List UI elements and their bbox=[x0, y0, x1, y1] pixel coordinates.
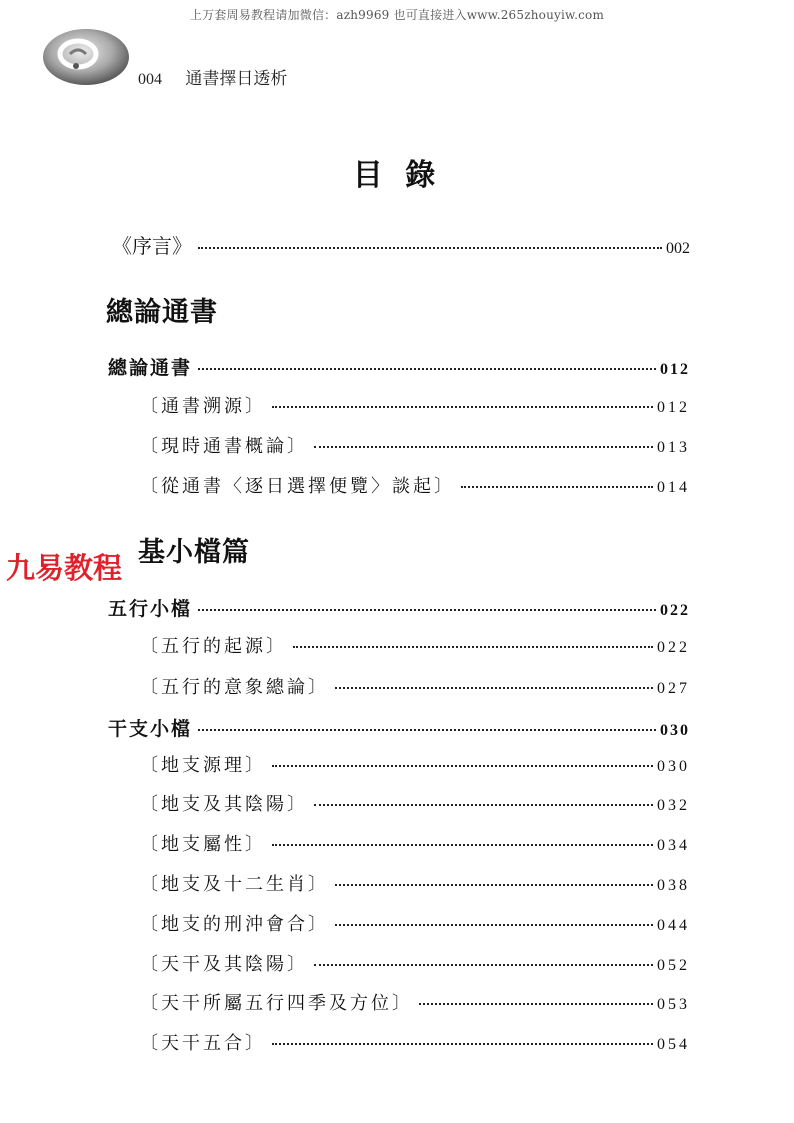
toc-entry-page: 022 bbox=[657, 639, 690, 656]
toc-entry-label: 《序言》 bbox=[112, 234, 192, 258]
dot-leader bbox=[419, 1003, 653, 1005]
toc-entry[interactable] bbox=[140, 870, 690, 896]
toc-entry[interactable] bbox=[140, 751, 690, 777]
dot-leader bbox=[461, 486, 653, 488]
dot-leader bbox=[272, 406, 653, 408]
dot-leader bbox=[314, 964, 653, 966]
dot-leader bbox=[335, 687, 653, 689]
toc-entry-page: 002 bbox=[666, 240, 690, 257]
toc-entry-label: 〔地支及其陰陽〕 bbox=[140, 794, 308, 815]
dot-leader bbox=[272, 765, 653, 767]
header-page-number: 004 bbox=[138, 71, 162, 88]
watermark-text: 九易教程 bbox=[6, 551, 123, 585]
toc-entry-label: 〔天干五合〕 bbox=[140, 1033, 266, 1054]
toc-entry-label: 〔五行的意象總論〕 bbox=[140, 677, 329, 698]
toc-entry-page: 044 bbox=[657, 917, 690, 934]
toc-entry-page: 052 bbox=[657, 957, 690, 974]
toc-entry-label: 〔地支的刑沖會合〕 bbox=[140, 914, 329, 935]
toc-entry[interactable] bbox=[140, 910, 690, 936]
top-banner-text: 上万套周易教程请加微信：azh9969 也可直接进入www.265zhouyiw.com bbox=[189, 8, 605, 22]
dot-leader bbox=[198, 729, 656, 731]
toc-entry-page: 012 bbox=[660, 361, 690, 378]
toc-entry[interactable] bbox=[140, 790, 690, 816]
toc-entry-page: 022 bbox=[660, 602, 690, 619]
toc-entry[interactable] bbox=[140, 673, 690, 699]
toc-entry-label: 〔五行的起源〕 bbox=[140, 636, 287, 657]
dot-leader bbox=[272, 844, 653, 846]
toc-entry[interactable] bbox=[140, 830, 690, 856]
header-book-title: 通書擇日透析 bbox=[185, 69, 288, 89]
toc-entry-page: 012 bbox=[657, 399, 690, 416]
toc-entry-preface[interactable] bbox=[112, 230, 690, 259]
page-header bbox=[138, 64, 287, 89]
dot-leader bbox=[198, 247, 662, 249]
dot-leader bbox=[314, 446, 653, 448]
toc-entry-label: 〔從通書〈逐日選擇便覽〉談起〕 bbox=[140, 476, 455, 497]
toc-entry-label: 總論通書 bbox=[108, 357, 193, 379]
toc-entry[interactable] bbox=[140, 632, 690, 658]
dot-leader bbox=[335, 924, 653, 926]
book-logo-icon bbox=[40, 24, 134, 90]
toc-entry[interactable] bbox=[140, 432, 690, 458]
toc-title: 目 錄 bbox=[352, 158, 442, 193]
toc-entry-label: 〔現時通書概論〕 bbox=[140, 436, 308, 457]
toc-entry-label: 〔地支及十二生肖〕 bbox=[140, 874, 329, 895]
toc-entry-group[interactable] bbox=[108, 594, 690, 621]
toc-entry-page: 014 bbox=[657, 479, 690, 496]
toc-entry-page: 030 bbox=[660, 722, 690, 739]
toc-entry[interactable] bbox=[140, 989, 690, 1015]
section-heading: 基小檔篇 bbox=[138, 537, 250, 568]
toc-entry-page: 054 bbox=[657, 1036, 690, 1053]
toc-entry-page: 034 bbox=[657, 837, 690, 854]
toc-entry-page: 053 bbox=[657, 996, 690, 1013]
dot-leader bbox=[293, 646, 653, 648]
toc-entry-label: 〔地支屬性〕 bbox=[140, 834, 266, 855]
toc-entry-page: 038 bbox=[657, 877, 690, 894]
section-heading: 總論通書 bbox=[106, 297, 218, 328]
toc-entry-page: 032 bbox=[657, 797, 690, 814]
toc-entry[interactable] bbox=[140, 472, 690, 498]
toc-entry-label: 〔通書溯源〕 bbox=[140, 396, 266, 417]
dot-leader bbox=[198, 368, 656, 370]
toc-entry-label: 〔天干所屬五行四季及方位〕 bbox=[140, 993, 413, 1014]
toc-entry-page: 013 bbox=[657, 439, 690, 456]
toc-entry-group[interactable] bbox=[108, 714, 690, 741]
toc-entry[interactable] bbox=[140, 1029, 690, 1055]
toc-entry-group[interactable] bbox=[108, 353, 690, 380]
dot-leader bbox=[198, 609, 656, 611]
toc-entry-label: 五行小檔 bbox=[108, 598, 193, 620]
toc-entry-label: 干支小檔 bbox=[108, 718, 193, 740]
dot-leader bbox=[272, 1043, 653, 1045]
toc-entry-label: 〔地支源理〕 bbox=[140, 755, 266, 776]
toc-entry-page: 030 bbox=[657, 758, 690, 775]
dot-leader bbox=[314, 804, 653, 806]
toc-entry-label: 〔天干及其陰陽〕 bbox=[140, 954, 308, 975]
toc-entry-page: 027 bbox=[657, 680, 690, 697]
dot-leader bbox=[335, 884, 653, 886]
toc-entry[interactable] bbox=[140, 950, 690, 976]
toc-entry[interactable] bbox=[140, 392, 690, 418]
